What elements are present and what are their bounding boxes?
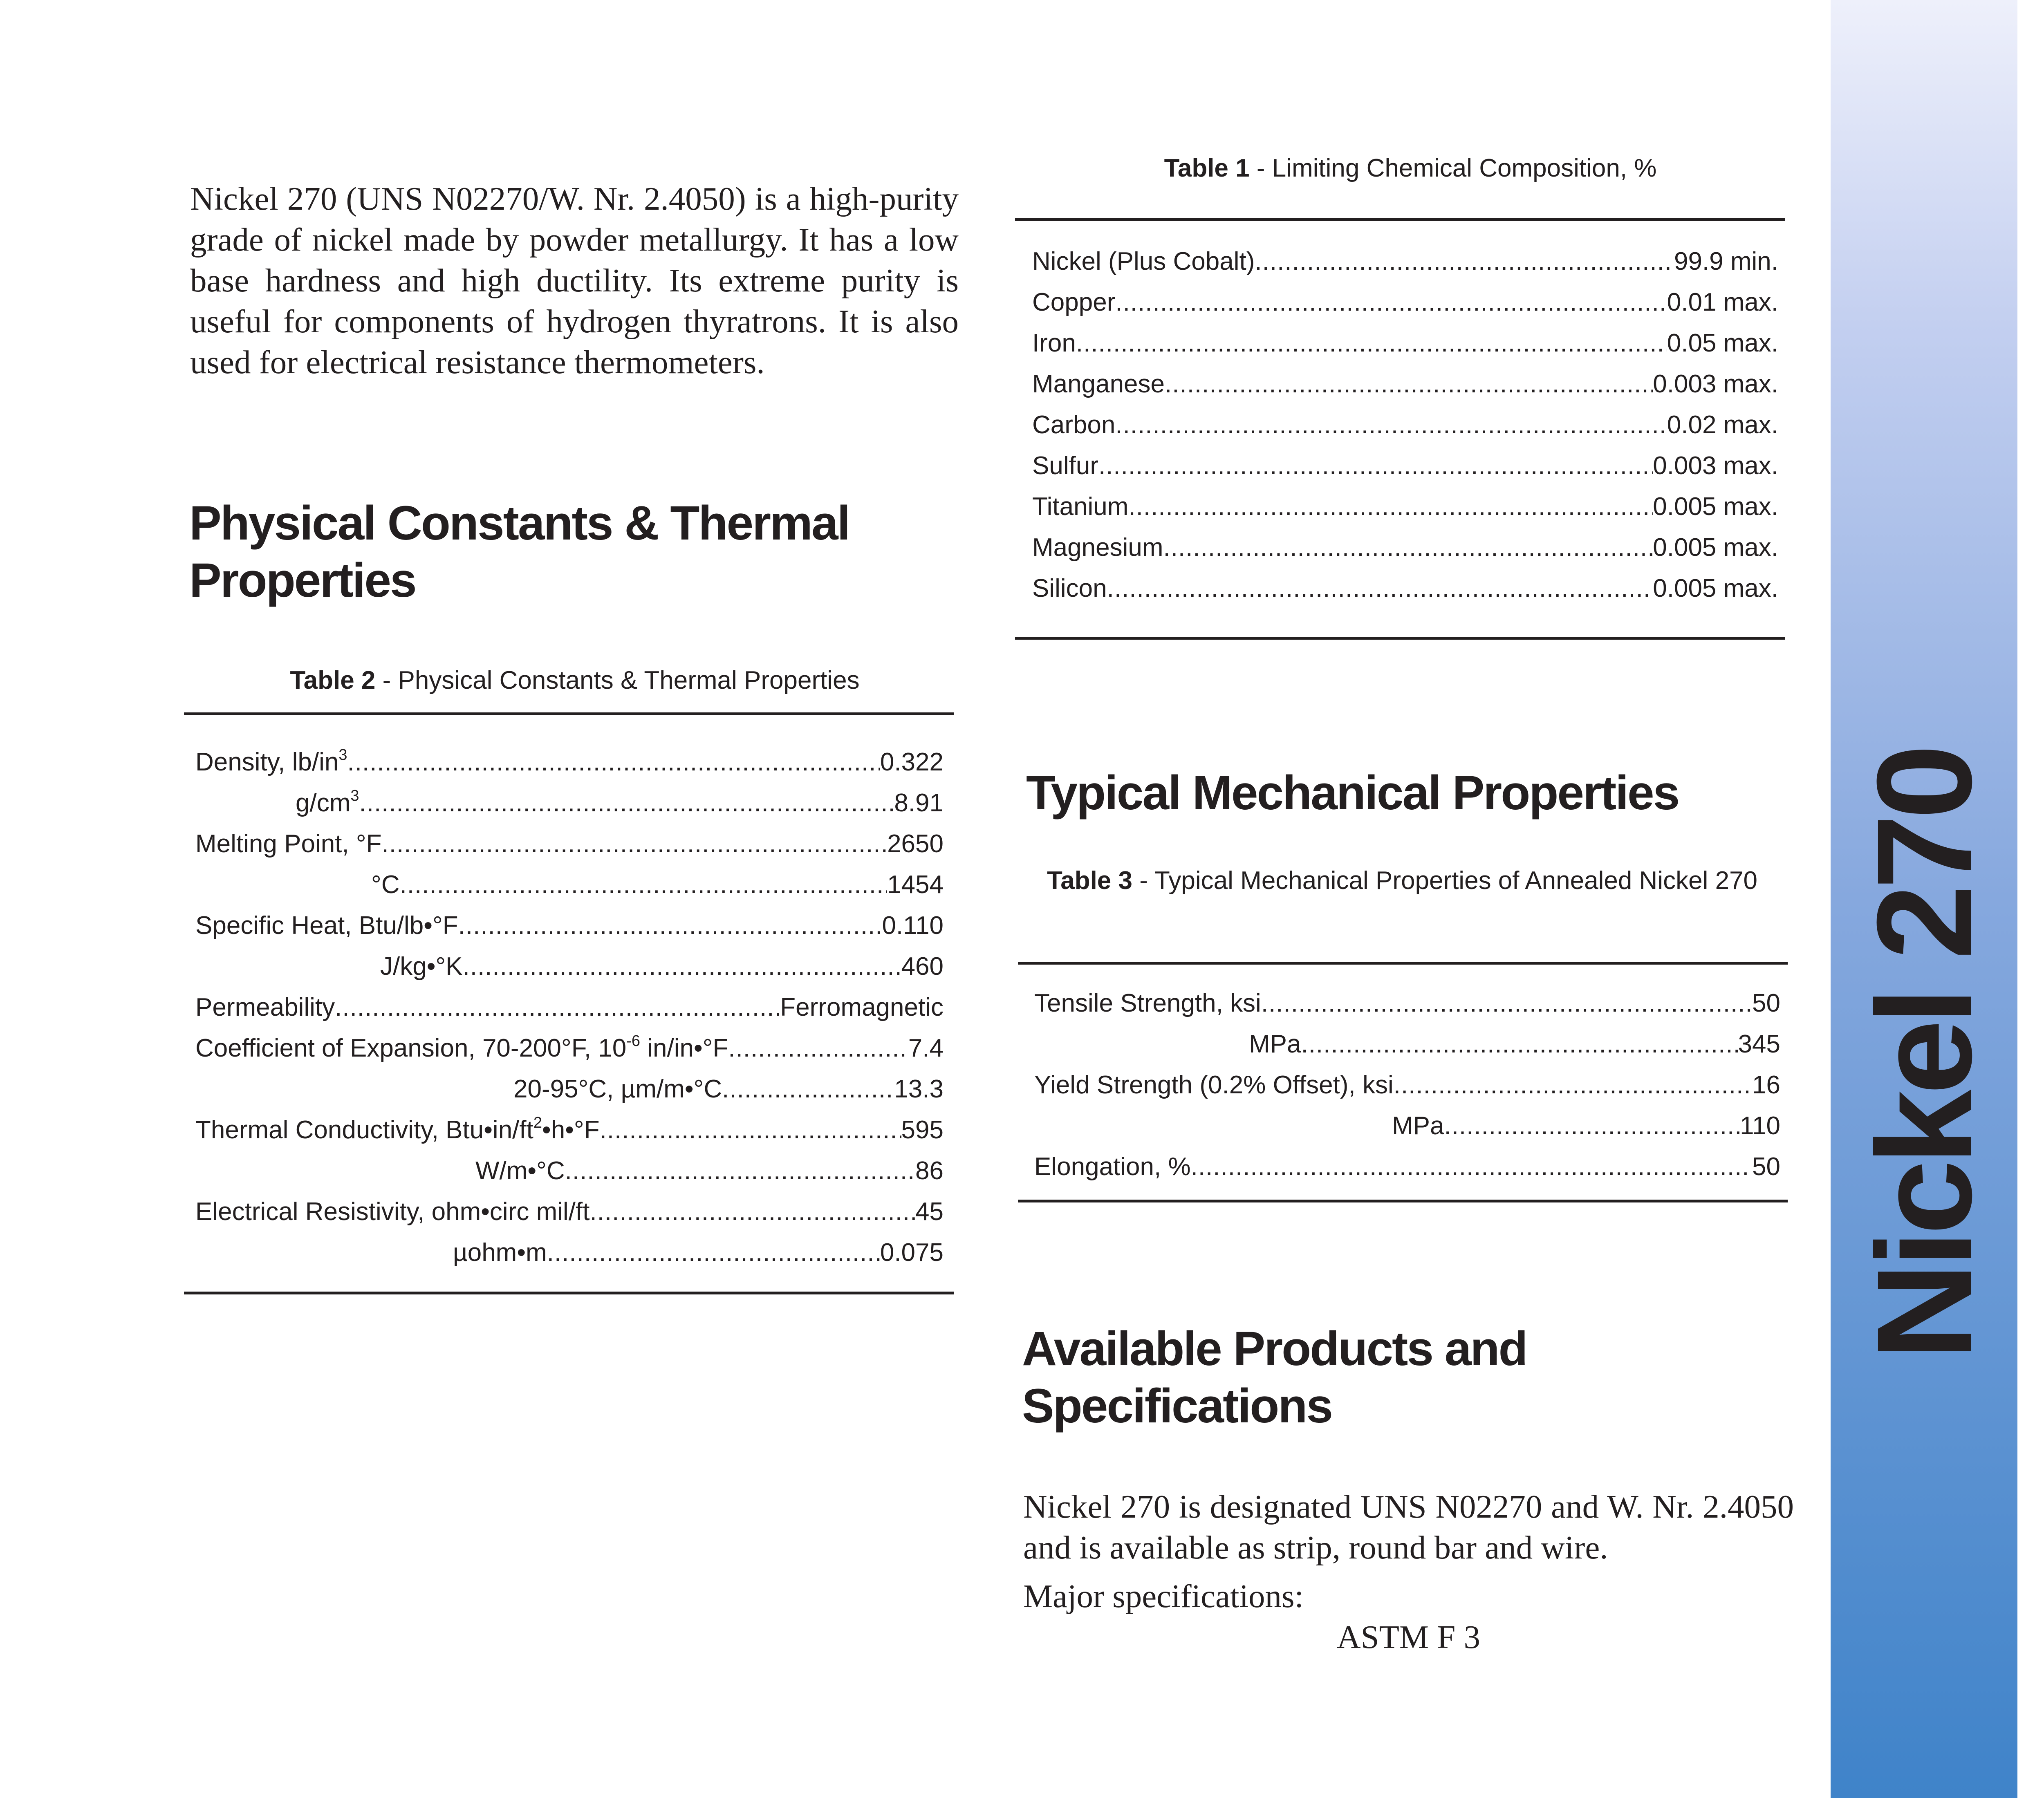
table2-bottom-rule <box>184 1292 954 1294</box>
row-label: Density, $lb/in^3$ <box>195 746 347 776</box>
row-value: 0.05 max. <box>1667 329 1778 357</box>
row-value: 0.110 <box>882 911 944 940</box>
row-label: Iron <box>1032 329 1076 357</box>
table-row <box>1032 282 1778 323</box>
row-label: $g/cm^3$ <box>296 787 359 817</box>
row-label: W/m•°C <box>475 1157 565 1185</box>
row-label: °C <box>371 871 400 899</box>
row-value: 0.322 <box>880 748 944 776</box>
table-row <box>1032 405 1778 446</box>
table-row <box>195 742 944 783</box>
row-label: MPa <box>1392 1112 1444 1140</box>
table3-caption-text: - Typical Mechanical Properties of Annealed Nickel 270 <box>1132 867 1758 895</box>
row-value: 99.9 min. <box>1674 247 1778 275</box>
table1-bottom-rule <box>1015 637 1785 640</box>
table-row <box>1032 446 1778 486</box>
table1-top-rule <box>1015 218 1785 221</box>
table-row <box>195 824 944 864</box>
table-row <box>1032 323 1778 364</box>
table-row <box>1032 241 1778 282</box>
row-value: 110 <box>1740 1112 1780 1140</box>
row-label: Manganese <box>1032 370 1165 398</box>
row-value: 0.005 max. <box>1653 574 1778 602</box>
row-label: Elongation, % <box>1034 1153 1191 1181</box>
row-value: 0.003 max. <box>1653 452 1778 480</box>
row-value: 460 <box>901 952 944 981</box>
table-row <box>195 1028 944 1069</box>
row-value: 2650 <box>887 830 944 858</box>
table-row <box>1032 486 1778 527</box>
row-value: 1454 <box>887 871 944 899</box>
row-label: J/kg•°K <box>380 952 463 981</box>
table1-caption <box>1022 152 1799 185</box>
table-row <box>195 905 944 946</box>
table-row <box>475 1151 944 1191</box>
row-label: Carbon <box>1032 411 1116 439</box>
row-value: 7.4 <box>908 1034 944 1062</box>
row-label: Thermal Conductivity, $Btu•in/ft^2•h•^\circ F$ <box>195 1114 600 1144</box>
table-row <box>1032 364 1778 405</box>
row-value: 0.075 <box>880 1238 944 1267</box>
table-row <box>195 987 944 1028</box>
major-specifications-label: Major specifications: <box>1023 1578 1304 1614</box>
row-label: 20-95°C, µm/m•°C <box>513 1075 722 1103</box>
table-row <box>453 1232 944 1273</box>
table-row <box>1032 568 1778 609</box>
row-label: µohm•m <box>453 1238 547 1267</box>
row-value: 50 <box>1752 989 1780 1017</box>
table-row <box>371 864 944 905</box>
row-value: Ferromagnetic <box>780 993 944 1021</box>
row-value: 45 <box>915 1198 944 1226</box>
table1-caption-text: - Limiting Chemical Composition, % <box>1249 154 1657 182</box>
physical-constants-heading: Physical Constants & Thermal Properties <box>189 496 849 607</box>
table2-top-rule <box>184 712 954 715</box>
row-label: Magnesium <box>1032 533 1163 562</box>
row-value: 86 <box>915 1157 944 1185</box>
row-label: MPa <box>1249 1030 1301 1058</box>
table-row <box>195 1110 944 1151</box>
available-products-paragraph: Nickel 270 is designated UNS N02270 and W. Nr. 2.4050 and is available as strip, round bar and wire. <box>1023 1488 1794 1566</box>
row-label: Nickel (Plus Cobalt) <box>1032 247 1255 275</box>
row-value: 595 <box>901 1116 944 1144</box>
row-label: Melting Point, °F <box>195 830 382 858</box>
table3-caption <box>1034 864 1770 897</box>
table2-caption <box>186 664 963 697</box>
astm-specification: ASTM F 3 <box>1336 1619 1481 1655</box>
mechanical-properties-heading: Typical Mechanical Properties <box>1026 766 1679 820</box>
row-value: 345 <box>1738 1030 1780 1058</box>
table-row <box>513 1069 944 1110</box>
table2-caption-label: Table 2 <box>290 666 376 694</box>
row-value: 8.91 <box>894 789 944 817</box>
row-value: 13.3 <box>894 1075 944 1103</box>
table3-caption-label: Table 3 <box>1047 867 1132 895</box>
row-label: Sulfur <box>1032 452 1098 480</box>
table2-caption-text: - Physical Constants & Thermal Properties <box>375 666 860 694</box>
table-row <box>1392 1106 1780 1146</box>
side-banner <box>1831 0 2017 1798</box>
row-label: Yield Strength (0.2% Offset), ksi <box>1034 1071 1394 1099</box>
table-row <box>1034 983 1780 1024</box>
row-value: 0.005 max. <box>1653 493 1778 521</box>
row-label: Specific Heat, Btu/lb•°F <box>195 911 458 940</box>
row-label: Permeability <box>195 993 335 1021</box>
table1-caption-label: Table 1 <box>1164 154 1250 182</box>
row-value: 50 <box>1752 1153 1780 1181</box>
table-row <box>1032 527 1778 568</box>
side-banner-title: Nickel 270 <box>1848 749 1999 1360</box>
table2-physical-constants <box>195 742 954 1273</box>
row-label: Silicon <box>1032 574 1107 602</box>
row-value: 0.003 max. <box>1653 370 1778 398</box>
row-label: Titanium <box>1032 493 1129 521</box>
table1-chemical-composition <box>1032 241 1791 650</box>
table-row <box>1249 1024 1780 1065</box>
row-value: 0.02 max. <box>1667 411 1778 439</box>
table-row <box>380 946 944 987</box>
row-label: Coefficient of Expansion, 70-200°F, $10^{-6}$ in/in•°F <box>195 1032 728 1062</box>
row-label: Tensile Strength, ksi <box>1034 989 1261 1017</box>
row-value: 16 <box>1752 1071 1780 1099</box>
table-row <box>195 1191 944 1232</box>
row-value: 0.01 max. <box>1667 288 1778 316</box>
table-row <box>1034 1146 1780 1187</box>
intro-paragraph: Nickel 270 (UNS N02270/W. Nr. 2.4050) is a high-purity grade of nickel made by powder metallurgy. It has a low base hardness and high ductility. Its extreme purity is useful for components of hydrogen thyratrons. It is also used for electrical resistance thermometers. <box>190 180 959 381</box>
available-products-heading: Available Products and Specifications <box>1022 1322 1527 1433</box>
table-row <box>296 783 944 824</box>
row-value: 0.005 max. <box>1653 533 1778 562</box>
table3-mechanical-properties <box>1034 983 1793 1228</box>
table3-bottom-rule <box>1018 1200 1788 1202</box>
table3-top-rule <box>1018 962 1788 965</box>
row-label: Copper <box>1032 288 1116 316</box>
row-label: Electrical Resistivity, ohm•circ mil/ft <box>195 1198 590 1226</box>
table-row <box>1034 1065 1780 1106</box>
